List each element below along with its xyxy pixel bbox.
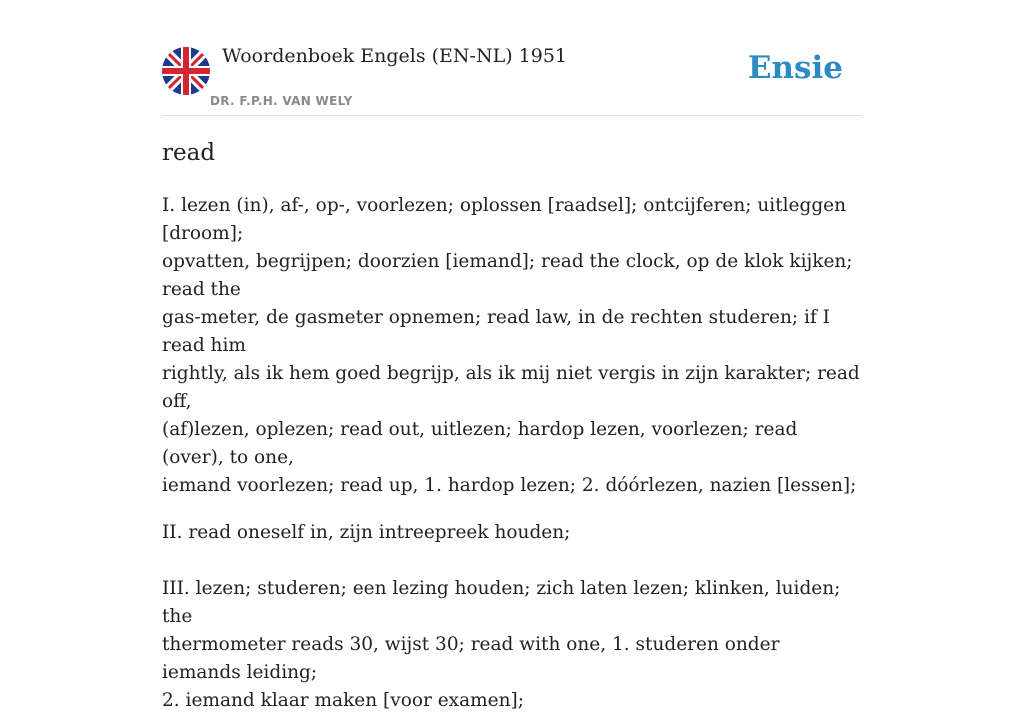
ensie-logo-link[interactable]: Ensie: [747, 50, 843, 86]
entry-definition: [162, 192, 862, 715]
dictionary-header: [162, 0, 862, 116]
dictionary-author: DR. F.P.H. VAN WELY: [210, 94, 353, 108]
page-container: [162, 0, 862, 711]
sense-paragraph-3: III. lezen; studeren; een lezing houden; zich laten lezen; klinken, luiden; the thermometer reads 30, wijst 30; read with one, 1. studeren onder iemands leiding; 2. iemand klaar maken [voor examen];: [162, 578, 841, 711]
uk-flag-icon: [162, 47, 210, 95]
dictionary-title[interactable]: Woordenboek Engels (EN-NL) 1951: [222, 45, 567, 67]
entry-headword: read: [162, 140, 216, 166]
sense-paragraph-1: I. lezen (in), af-, op-, voorlezen; oplossen [raadsel]; ontcijferen; uitleggen [droom]; opvatten, begrijpen; doorzien [iemand]; read the clock, op de klok kijken; read the gas-meter, de gasmeter opnemen; read law, in de rechten studeren; if I read him rightly, als ik hem goed begrijp, als ik mij niet vergis in zijn karakter; read off, (af)lezen, oplezen; read out, uitlezen; hardop lezen, voorlezen; read (over), to one, iemand voorlezen; read up, 1. hardop lezen; 2. dóórlezen, nazien [lessen];: [162, 195, 860, 496]
sense-paragraph-2: II. read oneself in, zijn intreepreek houden;: [162, 522, 571, 543]
